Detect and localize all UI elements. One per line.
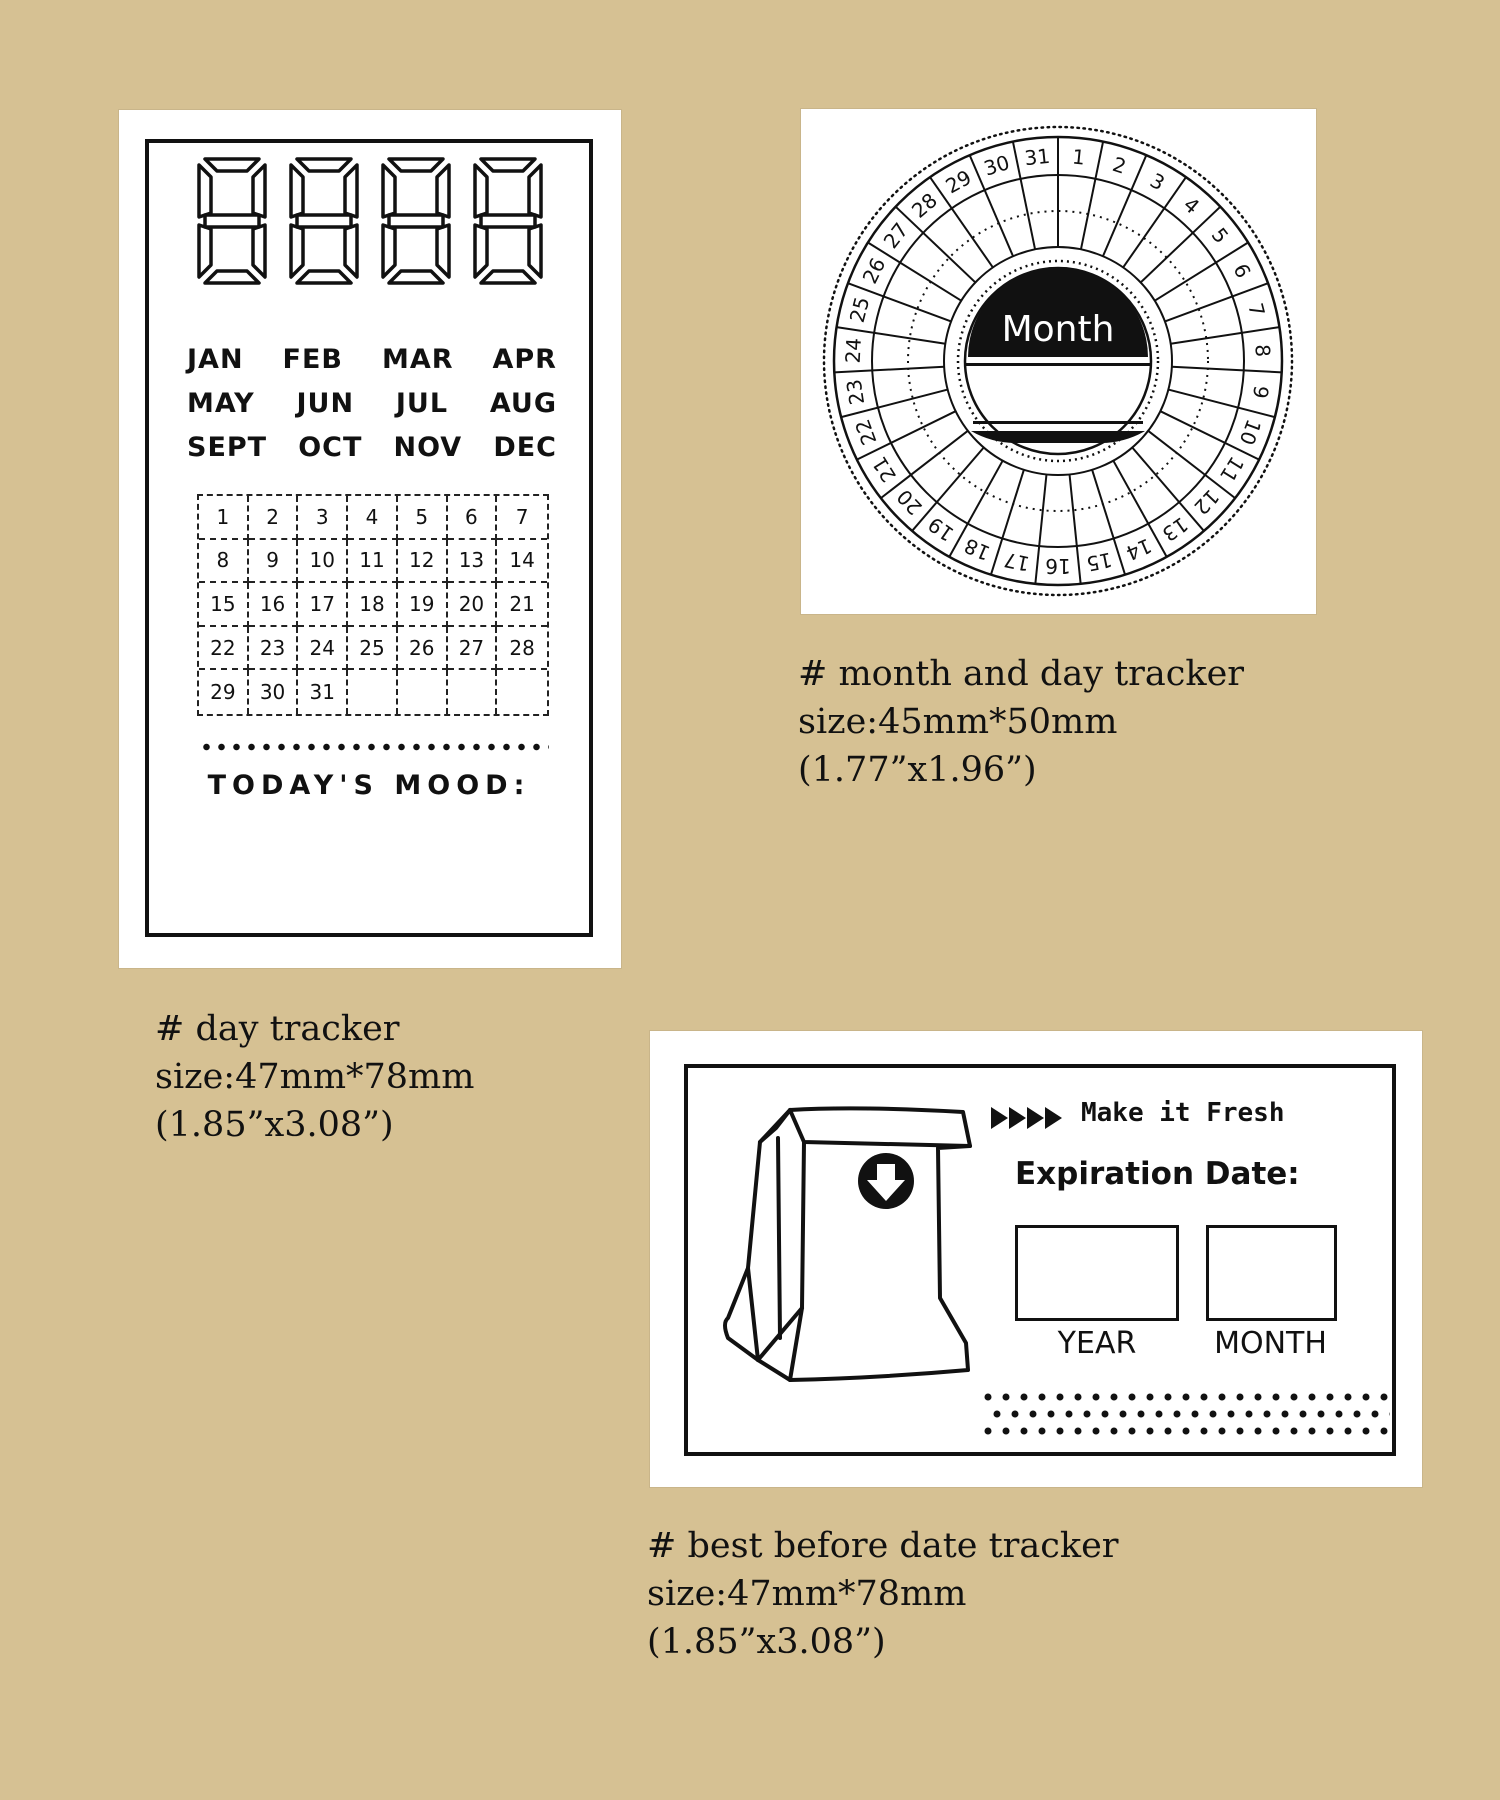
month-row [187, 426, 557, 470]
day-cell: 23 [249, 627, 299, 671]
day-cell [497, 670, 547, 714]
wheel-day-number: 3 [1146, 168, 1169, 196]
day-cell [348, 670, 398, 714]
wheel-day-number: 26 [857, 254, 891, 288]
wheel-day-number: 5 [1206, 223, 1234, 248]
caption-size: size:47mm*78mm [647, 1574, 967, 1614]
day-cell: 6 [448, 496, 498, 540]
day-tracker-stamp [119, 110, 621, 968]
wheel-day-number: 17 [1001, 547, 1032, 577]
wheel-day-number: 1 [1071, 144, 1087, 170]
caption-title: # month and day tracker [798, 654, 1245, 694]
day-cell: 22 [199, 627, 249, 671]
wheel-day-number: 6 [1228, 259, 1256, 282]
fresh-title: Make it Fresh [1081, 1098, 1285, 1128]
month-label: JAN [187, 344, 244, 375]
month-list [187, 338, 557, 470]
day-cell: 11 [348, 540, 398, 584]
day-cell: 8 [199, 540, 249, 584]
month-label: SEPT [187, 432, 268, 463]
wheel-day-number: 10 [1234, 416, 1266, 449]
wheel-day-number: 20 [891, 484, 927, 520]
caption-size: size:47mm*78mm [155, 1057, 475, 1097]
year-box [1015, 1225, 1179, 1321]
mood-label: TODAY'S MOOD: [207, 770, 531, 801]
caption-inches: (1.77”x1.96”) [798, 750, 1037, 790]
circular-tracker [801, 109, 1316, 614]
month-label: JUL [395, 388, 449, 419]
wheel-day-number: 8 [1250, 343, 1276, 358]
seven-segment-digits [149, 143, 589, 293]
best-before-stamp [650, 1031, 1422, 1487]
wheel-day-number: 11 [1215, 452, 1249, 487]
month-label: JUN [296, 388, 355, 419]
day-cell: 16 [249, 583, 299, 627]
day-cell: 21 [497, 583, 547, 627]
wheel-day-number: 29 [941, 165, 976, 199]
day-cell [448, 670, 498, 714]
month-label: MONTH [1214, 1326, 1327, 1361]
day-cell: 27 [448, 627, 498, 671]
day-tracker-frame [145, 139, 593, 937]
wheel-day-number: 24 [840, 337, 866, 364]
day-cell: 20 [448, 583, 498, 627]
wheel-day-number: 13 [1157, 512, 1193, 547]
day-cell: 28 [497, 627, 547, 671]
wheel-day-number: 19 [923, 512, 959, 547]
best-before-caption [647, 1522, 1119, 1666]
month-row [187, 382, 557, 426]
dot-pattern [980, 1391, 1390, 1441]
day-cell: 15 [199, 583, 249, 627]
dotted-divider [199, 741, 549, 753]
day-cell: 19 [398, 583, 448, 627]
day-cell [398, 670, 448, 714]
month-label: AUG [489, 388, 557, 419]
wheel-day-number: 4 [1178, 192, 1205, 219]
paper-bag-icon [718, 1098, 978, 1428]
day-cell: 18 [348, 583, 398, 627]
day-cell: 2 [249, 496, 299, 540]
month-row [187, 338, 557, 382]
wheel-day-number: 18 [960, 533, 994, 566]
day-cell: 3 [298, 496, 348, 540]
caption-inches: (1.85”x3.08”) [155, 1105, 394, 1145]
day-cell: 25 [348, 627, 398, 671]
wheel-day-number: 15 [1084, 547, 1115, 577]
month-label: MAY [187, 388, 255, 419]
caption-size: size:45mm*50mm [798, 702, 1118, 742]
day-cell: 9 [249, 540, 299, 584]
caption-title: # best before date tracker [647, 1526, 1119, 1566]
wheel-day-number: 27 [878, 218, 914, 253]
month-label: MAR [381, 344, 454, 375]
wheel-day-number: 14 [1122, 533, 1156, 566]
wheel-day-number: 31 [1023, 143, 1052, 171]
month-label: DEC [493, 432, 557, 463]
day-cell: 31 [298, 670, 348, 714]
month-label: APR [492, 344, 557, 375]
day-cell: 26 [398, 627, 448, 671]
day-cell: 4 [348, 496, 398, 540]
wheel-day-number: 28 [906, 188, 942, 223]
wheel-day-number: 7 [1243, 300, 1270, 319]
month-tracker-caption [798, 650, 1244, 794]
day-cell: 7 [497, 496, 547, 540]
day-cell: 29 [199, 670, 249, 714]
day-cell: 14 [497, 540, 547, 584]
day-grid [197, 494, 549, 716]
wheel-day-number: 30 [980, 150, 1013, 181]
day-cell: 12 [398, 540, 448, 584]
wheel-day-number: 12 [1189, 484, 1225, 520]
caption-title: # day tracker [155, 1009, 400, 1049]
day-cell: 1 [199, 496, 249, 540]
day-cell: 10 [298, 540, 348, 584]
day-cell: 30 [249, 670, 299, 714]
wheel-day-number: 16 [1045, 554, 1071, 578]
year-label: YEAR [1057, 1326, 1137, 1361]
wheel-day-number: 25 [844, 294, 875, 325]
day-cell: 24 [298, 627, 348, 671]
day-cell: 17 [298, 583, 348, 627]
month-label: OCT [298, 432, 363, 463]
month-day-tracker-stamp [801, 109, 1316, 614]
month-label: FEB [282, 344, 343, 375]
month-center-label: Month [1001, 309, 1115, 350]
expiration-title: Expiration Date: [1015, 1156, 1300, 1192]
wheel-day-number: 21 [867, 452, 901, 487]
wheel-day-number: 9 [1247, 383, 1274, 401]
month-box [1206, 1225, 1337, 1321]
day-cell: 13 [448, 540, 498, 584]
wheel-day-number: 23 [841, 377, 870, 407]
day-tracker-caption [155, 1005, 474, 1149]
triangle-arrows-icon [991, 1103, 1067, 1133]
day-cell: 5 [398, 496, 448, 540]
caption-inches: (1.85”x3.08”) [647, 1622, 886, 1662]
best-before-frame [684, 1064, 1396, 1456]
wheel-day-number: 22 [850, 416, 882, 449]
month-label: NOV [393, 432, 463, 463]
wheel-day-number: 2 [1109, 152, 1130, 179]
